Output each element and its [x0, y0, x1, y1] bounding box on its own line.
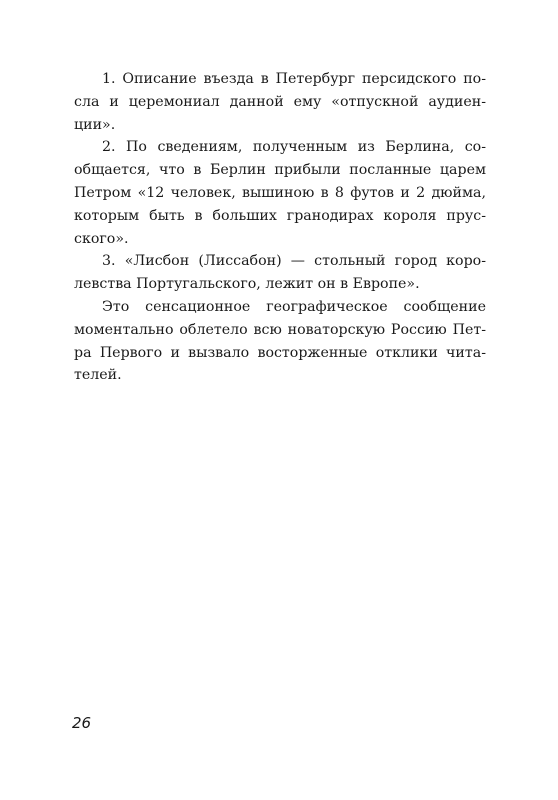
text-line: Петром «12 человек, вышиною в 8 футов и 2 дюйма,: [74, 184, 486, 201]
page-body: [74, 68, 486, 387]
paragraph-2: [74, 136, 486, 250]
text-line: которым быть в больших гранодирах короля прус-: [74, 207, 486, 224]
paragraph-3: [74, 250, 486, 296]
text-line: сла и церемониал данной ему «отпускной аудиен-: [74, 93, 486, 110]
text-line: общается, что в Берлин прибыли посланные царем: [74, 162, 486, 179]
text-line: Это сенсационное географическое сообщение: [102, 298, 486, 315]
text-line: 2. По сведениям, полученным из Берлина, со-: [102, 139, 486, 156]
text-line: 1. Описание въезда в Петербург персидского по-: [102, 71, 486, 87]
text-line: телей.: [74, 367, 122, 384]
text-line: ского».: [74, 230, 129, 247]
text-line: левства Португальского, лежит он в Европе».: [74, 276, 420, 293]
text-line: 3. «Лисбон (Лиссабон) — стольный город коро-: [102, 253, 486, 270]
text-line: моментально облетело всю новаторскую Россию Пет-: [74, 321, 486, 338]
text-line: ции».: [74, 116, 116, 133]
page-number: 26: [72, 714, 92, 732]
text-line: ра Первого и вызвало восторженные отклики чита-: [74, 344, 486, 361]
paragraph-4: [74, 296, 486, 387]
paragraph-1: [74, 68, 486, 136]
